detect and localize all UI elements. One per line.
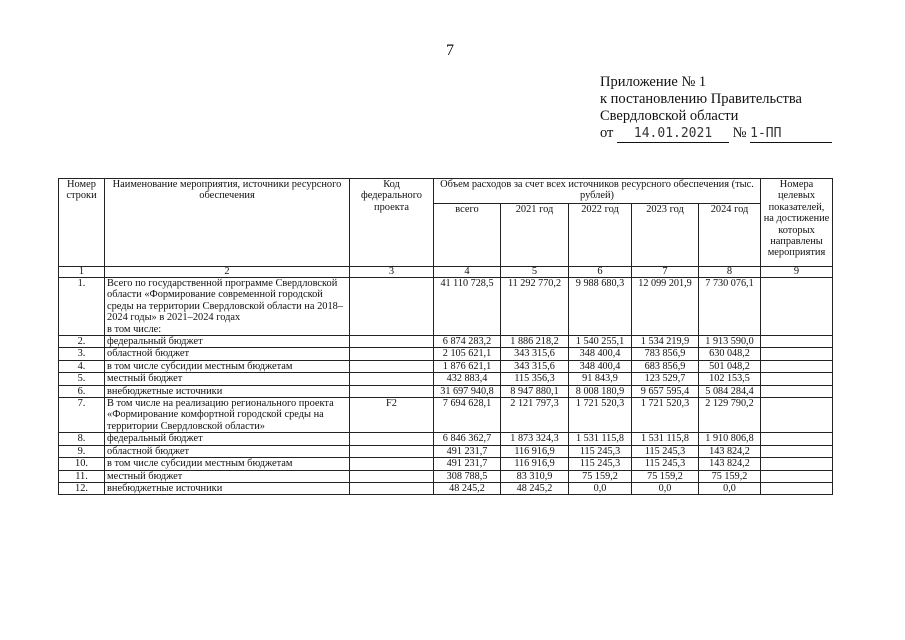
row-name: внебюджетные источники xyxy=(105,482,350,494)
row-name: федеральный бюджет xyxy=(105,433,350,445)
table-row xyxy=(59,445,833,457)
table-row xyxy=(59,373,833,385)
number-label: № xyxy=(732,125,747,141)
column-number: 6 xyxy=(569,267,632,278)
row-2022: 8 008 180,9 xyxy=(569,385,632,397)
row-code xyxy=(350,360,434,372)
row-total: 7 694 628,1 xyxy=(434,398,501,433)
row-2023: 9 657 595,4 xyxy=(632,385,699,397)
column-number: 3 xyxy=(350,267,434,278)
row-2024: 7 730 076,1 xyxy=(699,278,761,336)
row-targets xyxy=(761,433,833,445)
header-2022: 2022 год xyxy=(569,204,632,267)
row-2022: 115 245,3 xyxy=(569,445,632,457)
row-total: 6 874 283,2 xyxy=(434,336,501,348)
row-targets xyxy=(761,278,833,336)
row-code xyxy=(350,278,434,336)
row-name: в том числе субсидии местным бюджетам xyxy=(105,360,350,372)
table-row xyxy=(59,385,833,397)
column-number: 1 xyxy=(59,267,105,278)
row-2023: 0,0 xyxy=(632,482,699,494)
expenditure-table xyxy=(58,178,833,495)
row-total: 1 876 621,1 xyxy=(434,360,501,372)
row-2024: 1 913 590,0 xyxy=(699,336,761,348)
row-total: 491 231,7 xyxy=(434,445,501,457)
row-targets xyxy=(761,470,833,482)
row-number: 8. xyxy=(59,433,105,445)
row-2021: 48 245,2 xyxy=(501,482,569,494)
row-code xyxy=(350,373,434,385)
row-2023: 783 856,9 xyxy=(632,348,699,360)
table-row xyxy=(59,482,833,494)
table-row xyxy=(59,433,833,445)
row-targets xyxy=(761,445,833,457)
row-2021: 343 315,6 xyxy=(501,360,569,372)
table-row xyxy=(59,398,833,433)
row-number: 6. xyxy=(59,385,105,397)
row-2021: 11 292 770,2 xyxy=(501,278,569,336)
header-total: всего xyxy=(434,204,501,267)
row-total: 48 245,2 xyxy=(434,482,501,494)
row-2023: 115 245,3 xyxy=(632,458,699,470)
header-targets: Номера целевых показателей, на достижение которых направлены мероприятия xyxy=(761,179,833,267)
row-2022: 0,0 xyxy=(569,482,632,494)
row-2022: 1 531 115,8 xyxy=(569,433,632,445)
number-value: 1-ПП xyxy=(750,126,782,141)
header-2021: 2021 год xyxy=(501,204,569,267)
row-2021: 1 873 324,3 xyxy=(501,433,569,445)
table-row xyxy=(59,348,833,360)
row-code xyxy=(350,385,434,397)
column-number: 9 xyxy=(761,267,833,278)
row-2022: 1 540 255,1 xyxy=(569,336,632,348)
column-number: 5 xyxy=(501,267,569,278)
row-number: 1. xyxy=(59,278,105,336)
row-2023: 115 245,3 xyxy=(632,445,699,457)
header-2023: 2023 год xyxy=(632,204,699,267)
row-code xyxy=(350,482,434,494)
row-code xyxy=(350,445,434,457)
row-2023: 683 856,9 xyxy=(632,360,699,372)
row-targets xyxy=(761,482,833,494)
row-2024: 1 910 806,8 xyxy=(699,433,761,445)
row-2022: 91 843,9 xyxy=(569,373,632,385)
row-number: 7. xyxy=(59,398,105,433)
row-targets xyxy=(761,458,833,470)
row-2023: 1 721 520,3 xyxy=(632,398,699,433)
row-total: 6 846 362,7 xyxy=(434,433,501,445)
table-row xyxy=(59,470,833,482)
row-targets xyxy=(761,385,833,397)
row-total: 432 883,4 xyxy=(434,373,501,385)
header-row-number: Номер строки xyxy=(59,179,105,267)
row-total: 2 105 621,1 xyxy=(434,348,501,360)
row-number: 4. xyxy=(59,360,105,372)
header-code: Код федерального проекта xyxy=(350,179,434,267)
row-code xyxy=(350,458,434,470)
table-row xyxy=(59,336,833,348)
row-2022: 115 245,3 xyxy=(569,458,632,470)
row-2024: 75 159,2 xyxy=(699,470,761,482)
header-volume: Объем расходов за счет всех источников ресурсного обеспечения (тыс. рублей) xyxy=(434,179,761,204)
row-number: 11. xyxy=(59,470,105,482)
header-name: Наименование мероприятия, источники ресурсного обеспечения xyxy=(105,179,350,267)
row-2021: 343 315,6 xyxy=(501,348,569,360)
row-code xyxy=(350,336,434,348)
row-name: областной бюджет xyxy=(105,445,350,457)
row-2024: 143 824,2 xyxy=(699,445,761,457)
page-number: 7 xyxy=(446,42,454,59)
row-targets xyxy=(761,336,833,348)
row-2021: 116 916,9 xyxy=(501,445,569,457)
appendix-resolution-line: к постановлению Правительства xyxy=(600,91,802,107)
row-name xyxy=(105,278,350,336)
row-2021: 116 916,9 xyxy=(501,458,569,470)
row-number: 2. xyxy=(59,336,105,348)
number-field xyxy=(750,125,832,143)
row-name: областной бюджет xyxy=(105,348,350,360)
row-total: 41 110 728,5 xyxy=(434,278,501,336)
column-number: 4 xyxy=(434,267,501,278)
row-targets xyxy=(761,360,833,372)
row-total: 308 788,5 xyxy=(434,470,501,482)
row-2022: 348 400,4 xyxy=(569,348,632,360)
row-targets xyxy=(761,348,833,360)
column-number: 2 xyxy=(105,267,350,278)
row-name-text: Всего по государственной программе Свердловской области «Формирование современной городской среды на территории Свердловской области на 2018–2024 годы» в 2021–2024 годах xyxy=(107,278,344,324)
date-value: 14.01.2021 xyxy=(633,126,713,141)
column-number: 7 xyxy=(632,267,699,278)
row-2024: 630 048,2 xyxy=(699,348,761,360)
row-number: 3. xyxy=(59,348,105,360)
row-2023: 123 529,7 xyxy=(632,373,699,385)
row-2022: 348 400,4 xyxy=(569,360,632,372)
row-name: федеральный бюджет xyxy=(105,336,350,348)
date-field xyxy=(617,125,729,143)
row-total: 491 231,7 xyxy=(434,458,501,470)
row-targets xyxy=(761,373,833,385)
row-2021: 115 356,3 xyxy=(501,373,569,385)
row-2023: 75 159,2 xyxy=(632,470,699,482)
row-2022: 1 721 520,3 xyxy=(569,398,632,433)
row-2023: 1 534 219,9 xyxy=(632,336,699,348)
row-code: F2 xyxy=(350,398,434,433)
row-number: 10. xyxy=(59,458,105,470)
header-2024: 2024 год xyxy=(699,204,761,267)
row-2021: 8 947 880,1 xyxy=(501,385,569,397)
table-row xyxy=(59,278,833,336)
row-code xyxy=(350,348,434,360)
row-2024: 102 153,5 xyxy=(699,373,761,385)
row-2023: 1 531 115,8 xyxy=(632,433,699,445)
row-2024: 0,0 xyxy=(699,482,761,494)
row-2021: 2 121 797,3 xyxy=(501,398,569,433)
row-name: В том числе на реализацию регионального проекта «Формирование комфортной городской среды на территории Свердловской области» xyxy=(105,398,350,433)
appendix-date-line xyxy=(600,125,832,143)
row-number: 5. xyxy=(59,373,105,385)
row-name: в том числе субсидии местным бюджетам xyxy=(105,458,350,470)
row-code xyxy=(350,433,434,445)
row-2024: 501 048,2 xyxy=(699,360,761,372)
column-numbers-row xyxy=(59,267,833,278)
row-total: 31 697 940,8 xyxy=(434,385,501,397)
row-name: местный бюджет xyxy=(105,373,350,385)
row-code xyxy=(350,470,434,482)
appendix-title: Приложение № 1 xyxy=(600,74,707,90)
row-name: местный бюджет xyxy=(105,470,350,482)
table-row xyxy=(59,360,833,372)
row-2021: 1 886 218,2 xyxy=(501,336,569,348)
row-number: 9. xyxy=(59,445,105,457)
row-targets xyxy=(761,398,833,433)
table-row xyxy=(59,458,833,470)
row-2021: 83 310,9 xyxy=(501,470,569,482)
row-number: 12. xyxy=(59,482,105,494)
row-2022: 9 988 680,3 xyxy=(569,278,632,336)
row-name: внебюджетные источники xyxy=(105,385,350,397)
appendix-block xyxy=(600,74,832,143)
row-2023: 12 099 201,9 xyxy=(632,278,699,336)
row-2024: 2 129 790,2 xyxy=(699,398,761,433)
row-2022: 75 159,2 xyxy=(569,470,632,482)
row-2024: 143 824,2 xyxy=(699,458,761,470)
appendix-region-line: Свердловской области xyxy=(600,108,739,124)
from-label: от xyxy=(600,125,614,141)
row-name-sub: в том числе: xyxy=(107,323,162,335)
column-number: 8 xyxy=(699,267,761,278)
row-2024: 5 084 284,4 xyxy=(699,385,761,397)
